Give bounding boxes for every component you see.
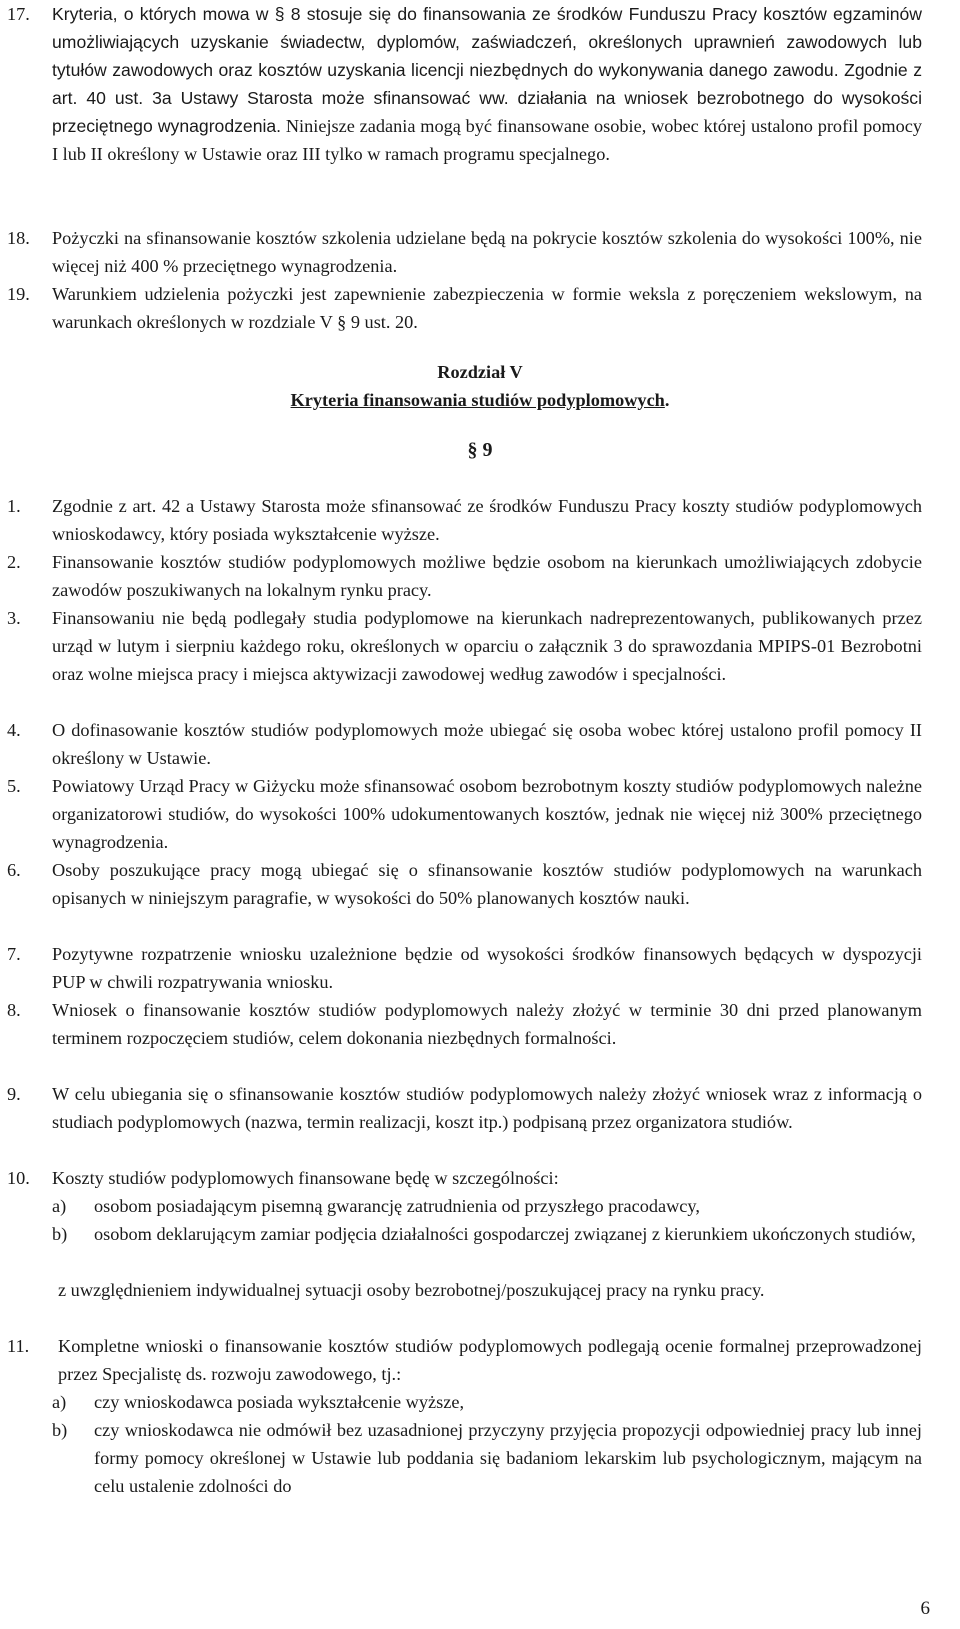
sub-item-label: b) bbox=[52, 1224, 68, 1244]
item-text-serif: Niniejsze zadania mogą być finansowane osobie, wobec której ustalono profil pomocy I lub II określony w Ustawie oraz III tylko w ramach programu specjalnego. bbox=[52, 116, 922, 164]
item-number: 7. bbox=[7, 944, 21, 964]
item-number: 8. bbox=[7, 1000, 21, 1020]
item-text: Zgodnie z art. 42 a Ustawy Starosta może sfinansować ze środków Funduszu Pracy koszty studiów podyplomowych wnioskodawcy, który posiada wykształcenie wyższe. bbox=[52, 496, 922, 544]
sub-item-text: osobom posiadającym pisemną gwarancję zatrudnienia od przyszłego pracodawcy, bbox=[94, 1196, 700, 1216]
list-item bbox=[7, 772, 922, 856]
item-number: 11. bbox=[7, 1336, 30, 1356]
list-item bbox=[7, 548, 922, 604]
trailing-text: z uwzględnieniem indywidualnej sytuacji osoby bezrobotnej/poszukującej pracy na rynku pracy. bbox=[58, 1280, 765, 1300]
item-text: W celu ubiegania się o sfinansowanie kosztów studiów podyplomowych należy złożyć wniosek wraz z informacją o studiach podyplomowych (nazwa, termin realizacji, koszt itp.) podpisaną przez organizatora studiów. bbox=[52, 1084, 922, 1132]
sub-item-label: a) bbox=[52, 1392, 67, 1412]
chapter-title-suffix: . bbox=[664, 390, 670, 410]
item-number: 17. bbox=[7, 4, 30, 24]
item-text: Kompletne wnioski o finansowanie kosztów studiów podyplomowych podlegają ocenie formalnej przeprowadzonej przez Specjalistę ds. rozwoju zawodowego, tj.: bbox=[58, 1336, 922, 1384]
item-number: 1. bbox=[7, 496, 21, 516]
sub-item-text: czy wnioskodawca nie odmówił bez uzasadnionej przyczyny przyjęcia propozycji odpowiedniej pracy lub innej formy pomocy określonej w Ustawie lub poddania się badaniom lekarskim lub psychologicznym, mającym na celu ustalenie zdolności do bbox=[94, 1420, 922, 1496]
item-text: Wniosek o finansowanie kosztów studiów podyplomowych należy złożyć w terminie 30 dni przed planowanym terminem rozpoczęciem studiów, celem dokonania niezbędnych formalności. bbox=[52, 1000, 922, 1048]
item-number: 3. bbox=[7, 608, 21, 628]
item-number: 5. bbox=[7, 776, 21, 796]
sub-item bbox=[52, 1416, 922, 1500]
chapter-title: Kryteria finansowania studiów podyplomowych bbox=[290, 390, 665, 410]
sub-item bbox=[52, 1192, 922, 1220]
item-number: 19. bbox=[7, 284, 30, 304]
item-number: 6. bbox=[7, 860, 21, 880]
list-item bbox=[7, 280, 922, 336]
item-text: Pożyczki na sfinansowanie kosztów szkolenia udzielane będą na pokrycie kosztów szkolenia do wysokości 100%, nie więcej niż 400 % przeciętnego wynagrodzenia. bbox=[52, 228, 922, 276]
sub-item bbox=[52, 1220, 922, 1248]
sub-item-text: czy wnioskodawca posiada wykształcenie wyższe, bbox=[94, 1392, 465, 1412]
item-text: Pozytywne rozpatrzenie wniosku uzależnione będzie od wysokości środków finansowych będących w dyspozycji PUP w chwili rozpatrywania wniosku. bbox=[52, 944, 922, 992]
item-number: 4. bbox=[7, 720, 21, 740]
list-item bbox=[7, 716, 922, 772]
chapter-title-line bbox=[0, 386, 960, 414]
list-item bbox=[7, 0, 922, 168]
page-number: 6 bbox=[920, 1598, 930, 1619]
sub-item bbox=[52, 1388, 922, 1416]
item-text: Finansowaniu nie będą podlegały studia podyplomowe na kierunkach nadreprezentowanych, publikowanych przez urząd w lutym i sierpniu każdego roku, określonych w oparciu o załącznik 3 do sprawozdania MPIPS-01 Bezrobotni oraz wolne miejsca pracy i miejsca aktywizacji zawodowej według zawodów i specjalności. bbox=[52, 608, 922, 684]
item-text: Koszty studiów podyplomowych finansowane będę w szczególności: bbox=[52, 1168, 559, 1188]
list-item bbox=[7, 1080, 922, 1136]
paragraph-mark: § 9 bbox=[467, 439, 493, 461]
sub-item-label: b) bbox=[52, 1420, 68, 1440]
item-text bbox=[52, 0, 922, 168]
list-item bbox=[7, 224, 922, 280]
item-text: O dofinasowanie kosztów studiów podyplomowych może ubiegać się osoba wobec której ustalono profil pomocy II określony w Ustawie. bbox=[52, 720, 922, 768]
item-number: 2. bbox=[7, 552, 21, 572]
list-item bbox=[7, 604, 922, 688]
list-item bbox=[7, 856, 922, 912]
sub-item-label: a) bbox=[52, 1196, 67, 1216]
list-item bbox=[7, 1332, 922, 1388]
list-item bbox=[7, 492, 922, 548]
chapter-label: Rozdział V bbox=[437, 362, 523, 382]
item-text-sans: Kryteria, o których mowa w § 8 stosuje się do finansowania ze środków Funduszu Pracy kosztów egzaminów umożliwiających uzyskanie świadectw, dyplomów, zaświadczeń, określonych uprawnień zawodowych lub tytułów zawodowych oraz kosztów uzyskania licencji niezbędnych do wykonywania danego zawodu. Zgodnie z art. 40 ust. 3a Ustawy Starosta może sfinansować ww. działania na wniosek bezrobotnego do wysokości przeciętnego wynagrodzenia. bbox=[52, 4, 922, 136]
item-text: Osoby poszukujące pracy mogą ubiegać się o sfinansowanie kosztów studiów podyplomowych na warunkach opisanych w niniejszym paragrafie, w wysokości do 50% planowanych kosztów nauki. bbox=[52, 860, 922, 908]
item-trailing-text bbox=[58, 1276, 922, 1304]
list-item bbox=[7, 996, 922, 1052]
item-number: 9. bbox=[7, 1084, 21, 1104]
list-item bbox=[7, 940, 922, 996]
item-number: 18. bbox=[7, 228, 30, 248]
item-text: Warunkiem udzielenia pożyczki jest zapewnienie zabezpieczenia w formie weksla z poręczeniem wekslowym, na warunkach określonych w rozdziale V § 9 ust. 20. bbox=[52, 284, 922, 332]
sub-item-text: osobom deklarującym zamiar podjęcia działalności gospodarczej związanej z kierunkiem ukończonych studiów, bbox=[94, 1224, 916, 1244]
item-text: Finansowanie kosztów studiów podyplomowych możliwe będzie osobom na kierunkach umożliwiających zdobycie zawodów poszukiwanych na lokalnym rynku pracy. bbox=[52, 552, 922, 600]
item-number: 10. bbox=[7, 1168, 30, 1188]
item-text: Powiatowy Urząd Pracy w Giżycku może sfinansować osobom bezrobotnym koszty studiów podyplomowych należne organizatorowi studiów, do wysokości 100% udokumentowanych kosztów, jednak nie więcej niż 300% przeciętnego wynagrodzenia. bbox=[52, 776, 922, 852]
list-item bbox=[7, 1164, 922, 1192]
